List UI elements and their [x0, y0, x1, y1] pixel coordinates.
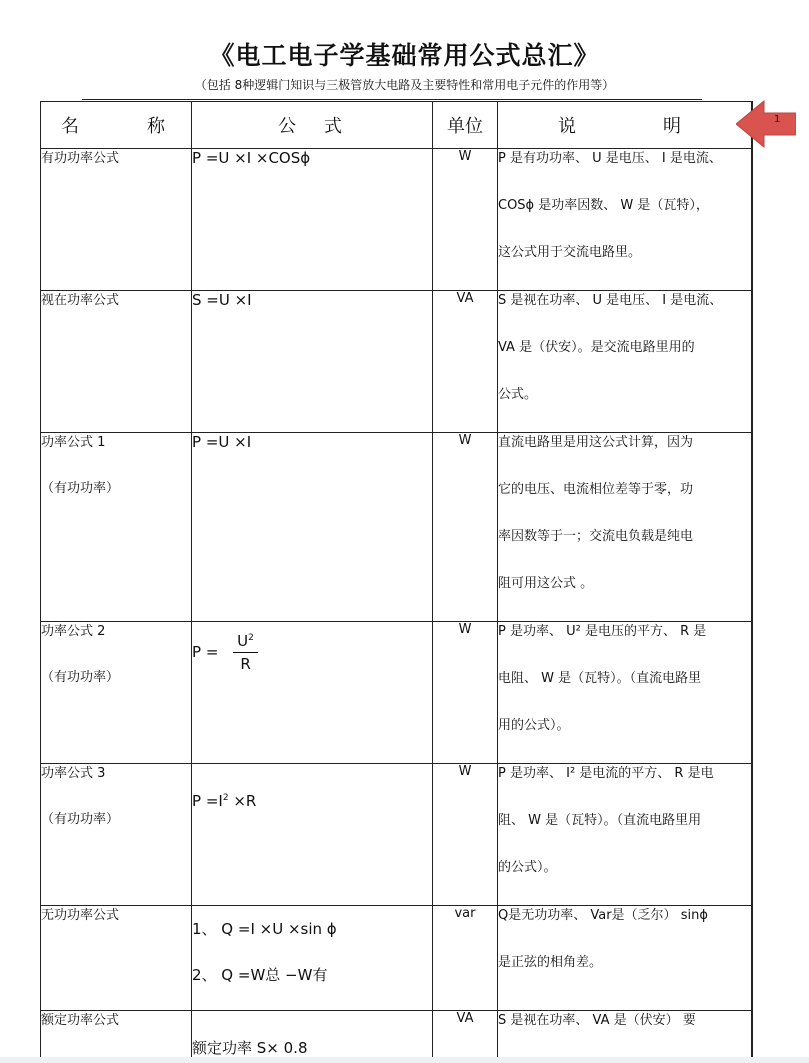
table-row: [41, 149, 752, 291]
viewer-bottom-band: [0, 1057, 809, 1063]
formula-sheet: [40, 101, 753, 1057]
row-unit: VA: [433, 291, 498, 433]
header-name-char-2: 称: [147, 116, 165, 137]
formula-part-a: P =I: [192, 792, 223, 810]
table-row: [41, 1011, 752, 1058]
row-unit: W: [433, 149, 498, 291]
fraction-numerator: U: [237, 632, 249, 650]
table-row: [41, 764, 752, 906]
row-desc: P 是功率、 U² 是电压的平方、 R 是 电阻、 W 是（瓦特）。（直流电路里 用的公式）。: [498, 622, 752, 764]
page-marker-arrow-icon: [736, 99, 796, 149]
row-name: 无功功率公式: [41, 906, 192, 1011]
page-marker-number: 1: [774, 114, 781, 125]
formula-lhs: P =: [192, 643, 219, 661]
numerator-exponent: 2: [248, 633, 254, 643]
header-name-char-1: 名: [61, 116, 79, 137]
header-unit: 单位: [433, 102, 498, 149]
row-desc: P 是功率、 I² 是电流的平方、 R 是电 阻、 W 是（瓦特）。（直流电路里用 的公式）。: [498, 764, 752, 906]
row-unit: var: [433, 906, 498, 1011]
row-desc: P 是有功功率、 U 是电压、 I 是电流、 COSϕ 是功率因数、 W 是（瓦特）， 这公式用于交流电路里。: [498, 149, 752, 291]
row-name: 功率公式 2 （有功功率）: [41, 622, 192, 764]
formula-table: [40, 101, 752, 1057]
row-desc: S 是视在功率、 U 是电压、 I 是电流、 VA 是（伏安）。是交流电路里用的 公式。: [498, 291, 752, 433]
row-name: 额定功率公式: [41, 1011, 192, 1058]
formula-line-2: 2、 Q =W总 −W有: [192, 966, 328, 984]
table-row: [41, 433, 752, 622]
table-row: [41, 906, 752, 1011]
title-underline: [82, 99, 702, 100]
row-name: 视在功率公式: [41, 291, 192, 433]
header-desc-char-1: 说: [558, 116, 576, 137]
header-desc-char-2: 明: [663, 116, 681, 137]
header-name: [41, 102, 192, 149]
row-desc: S 是视在功率、 VA 是（伏安） 要: [498, 1011, 752, 1058]
header-formula-char-2: 式: [324, 116, 342, 137]
row-unit: VA: [433, 1011, 498, 1058]
table-header-row: [41, 102, 752, 149]
header-formula: [192, 102, 433, 149]
page-subtitle: （包括 8种逻辑门知识与三极管放大电路及主要特性和常用电子元件的作用等）: [194, 78, 615, 92]
page-title: 《电工电子学基础常用公式总汇》: [209, 41, 600, 70]
table-row: [41, 291, 752, 433]
row-formula: P =U ×I: [192, 433, 433, 622]
row-name: 功率公式 3 （有功功率）: [41, 764, 192, 906]
row-formula: P =U ×I ×COSϕ: [192, 149, 433, 291]
row-unit: W: [433, 764, 498, 906]
row-formula: [192, 906, 433, 1011]
row-desc: 直流电路里是用这公式计算，因为 它的电压、电流相位差等于零，功 率因数等于一；交流电负载是纯电 阻可用这公式 。: [498, 433, 752, 622]
row-formula: S =U ×I: [192, 291, 433, 433]
header-desc: [498, 102, 752, 149]
row-name: 功率公式 1 （有功功率）: [41, 433, 192, 622]
row-formula: [192, 622, 433, 764]
fraction-denominator: R: [240, 655, 251, 673]
row-desc: Q是无功功率、 Var是（乏尔） sinϕ 是正弦的相角差。: [498, 906, 752, 1011]
row-formula: 额定功率 S× 0.8: [192, 1011, 433, 1058]
table-row: [41, 622, 752, 764]
formula-part-b: ×R: [233, 792, 257, 810]
row-unit: W: [433, 622, 498, 764]
formula-line-1: 1、 Q =I ×U ×sin ϕ: [192, 920, 337, 938]
formula-exponent: 2: [222, 793, 229, 803]
row-formula: [192, 764, 433, 906]
row-unit: W: [433, 433, 498, 622]
row-name: 有功功率公式: [41, 149, 192, 291]
formula-fraction: [233, 632, 258, 673]
header-formula-char-1: 公: [278, 116, 296, 137]
